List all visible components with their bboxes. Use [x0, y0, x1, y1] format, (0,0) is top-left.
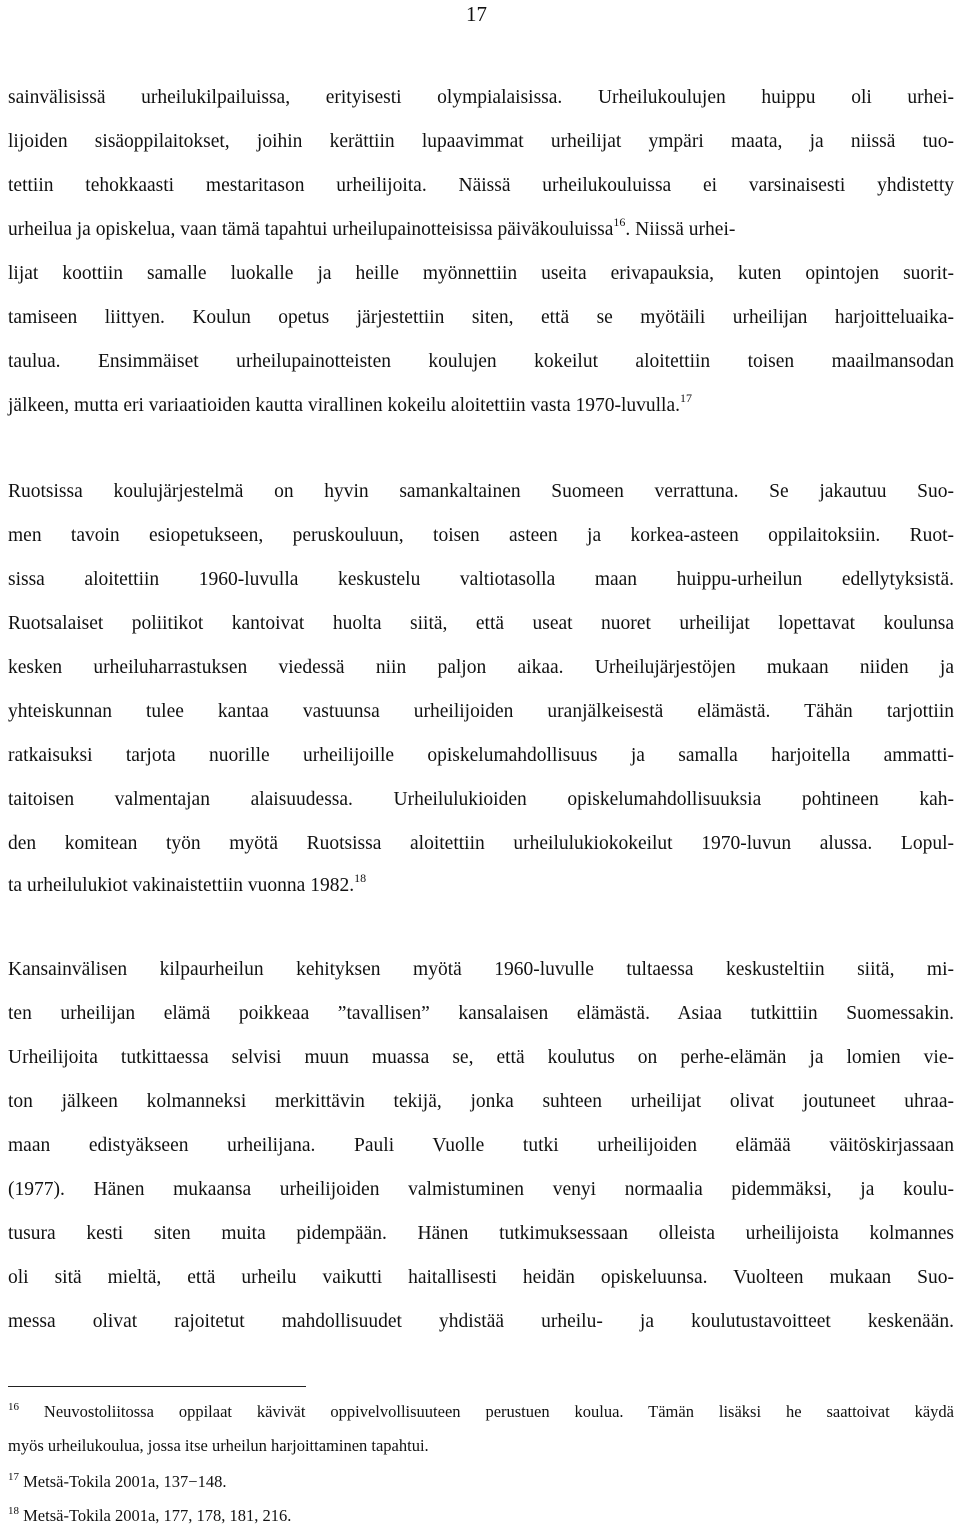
- text-line: sissa aloitettiin 1960-luvulla keskustelu valtiotasolla maan huippu-urheilun edellytyksistä.: [8, 569, 954, 590]
- text-line: tamiseen liittyen. Koulun opetus järjestettiin siten, että se myötäili urheilijan harjoitteluaika-: [8, 307, 954, 328]
- text-line: tettiin tehokkaasti mestaritason urheilijoita. Näissä urheilukouluissa ei varsinaisesti yhdistetty: [8, 175, 954, 196]
- text-line: [8, 873, 954, 900]
- footnote-18: [8, 1505, 954, 1529]
- text-line: taitoisen valmentajan alaisuudessa. Urheilulukioiden opiskelumahdollisuuksia pohtineen kah-: [8, 789, 954, 810]
- text-line: yhteiskunnan tulee kantaa vastuunsa urheilijoiden uranjälkeisestä elämästä. Tähän tarjottiin: [8, 701, 954, 722]
- text-line: [8, 217, 954, 244]
- text-line: ton jälkeen kolmanneksi merkittävin tekijä, jonka suhteen urheilijat olivat joutuneet uhraa-: [8, 1091, 954, 1112]
- footnote-text: Metsä-Tokila 2001a, 177, 178, 181, 216.: [19, 1506, 292, 1525]
- text-line: den komitean työn myötä Ruotsissa aloitettiin urheilulukiokokeilut 1970-luvun alussa. Lopul-: [8, 833, 954, 854]
- text-line: lijoiden sisäoppilaitokset, joihin kerättiin lupaavimmat urheilijat ympäri maata, ja niissä tuo-: [8, 131, 954, 152]
- footnote-16: [8, 1401, 954, 1425]
- text-line: messa olivat rajoitetut mahdollisuudet yhdistää urheilu- ja koulutustavoitteet keskenään.: [8, 1311, 954, 1332]
- text-line: lijat koottiin samalle luokalle ja heille myönnettiin useita erivapauksia, kuten opintojen suorit-: [8, 263, 954, 284]
- footnote-number: 18: [8, 1505, 19, 1517]
- footnote-number: 16: [8, 1401, 19, 1413]
- footnote-text: Metsä-Tokila 2001a, 137−148.: [19, 1472, 227, 1491]
- footnote-divider: [8, 1386, 306, 1387]
- text-line: Ruotsissa koulujärjestelmä on hyvin samankaltainen Suomeen verrattuna. Se jakautuu Suo-: [8, 481, 954, 502]
- footnote-number: 17: [8, 1471, 19, 1483]
- text-line: ten urheilijan elämä poikkeaa ”tavallisen” kansalaisen elämästä. Asiaa tutkittiin Suomessakin.: [8, 1003, 954, 1024]
- footnote-17: [8, 1471, 954, 1495]
- text-line: sainvälisissä urheilukilpailuissa, erityisesti olympialaisissa. Urheilukoulujen huippu oli urhei-: [8, 87, 954, 108]
- text-segment: urheilua ja opiskelua, vaan tämä tapahtui urheilupainotteisissa päiväkouluissa: [8, 219, 614, 240]
- text-line: oli sitä mieltä, että urheilu vaikutti haitallisesti heidän opiskeluunsa. Vuolteen mukaan Suo-: [8, 1267, 954, 1288]
- text-line: Ruotsalaiset poliitikot kantoivat huolta siitä, että useat nuoret urheilijat lopettavat koulunsa: [8, 613, 954, 634]
- text-line: taulua. Ensimmäiset urheilupainotteisten koulujen kokeilut aloitettiin toisen maailmansodan: [8, 351, 954, 372]
- text-segment: jälkeen, mutta eri variaatioiden kautta virallinen kokeilu aloitettiin vasta 1970-luvulla.: [8, 395, 680, 416]
- text-line: men tavoin esiopetukseen, peruskouluun, toisen asteen ja korkea-asteen oppilaitoksiin. Ruot-: [8, 525, 954, 546]
- text-line: tusura kesti siten muita pidempään. Hänen tutkimuksessaan olleista urheilijoista kolmannes: [8, 1223, 954, 1244]
- text-line: [8, 393, 954, 420]
- footnote-ref[interactable]: 17: [680, 391, 692, 405]
- footnote-ref[interactable]: 18: [354, 871, 367, 885]
- text-line: kesken urheiluharrastuksen viedessä niin paljon aikaa. Urheilujärjestöjen mukaan niiden ja: [8, 657, 954, 678]
- text-segment: ta urheilulukiot vakinaistettiin vuonna 1982.: [8, 875, 355, 896]
- page-number: 17: [466, 2, 487, 26]
- footnote-16-continued: myös urheilukoulua, jossa itse urheilun harjoittaminen tapahtui.: [8, 1436, 429, 1455]
- text-line: ratkaisuksi tarjota nuorille urheilijoille opiskelumahdollisuus ja samalla harjoitella ammatti-: [8, 745, 954, 766]
- footnote-ref[interactable]: 16: [613, 215, 626, 229]
- footnote-text: Neuvostoliitossa oppilaat kävivät oppivelvollisuuteen perustuen koulua. Tämän lisäksi he saattoivat käydä: [19, 1402, 954, 1421]
- text-line: Kansainvälisen kilpaurheilun kehityksen myötä 1960-luvulle tultaessa keskusteltiin siitä, mi-: [8, 959, 954, 980]
- text-line: maan edistyäkseen urheilijana. Pauli Vuolle tutki urheilijoiden elämää väitöskirjassaan: [8, 1135, 954, 1156]
- text-segment: . Niissä urhei-: [625, 219, 736, 240]
- text-line: Urheilijoita tutkittaessa selvisi muun muassa se, että koulutus on perhe-elämän ja lomien vie-: [8, 1047, 954, 1068]
- text-line: (1977). Hänen mukaansa urheilijoiden valmistuminen venyi normaalia pidemmäksi, ja koulu-: [8, 1179, 954, 1200]
